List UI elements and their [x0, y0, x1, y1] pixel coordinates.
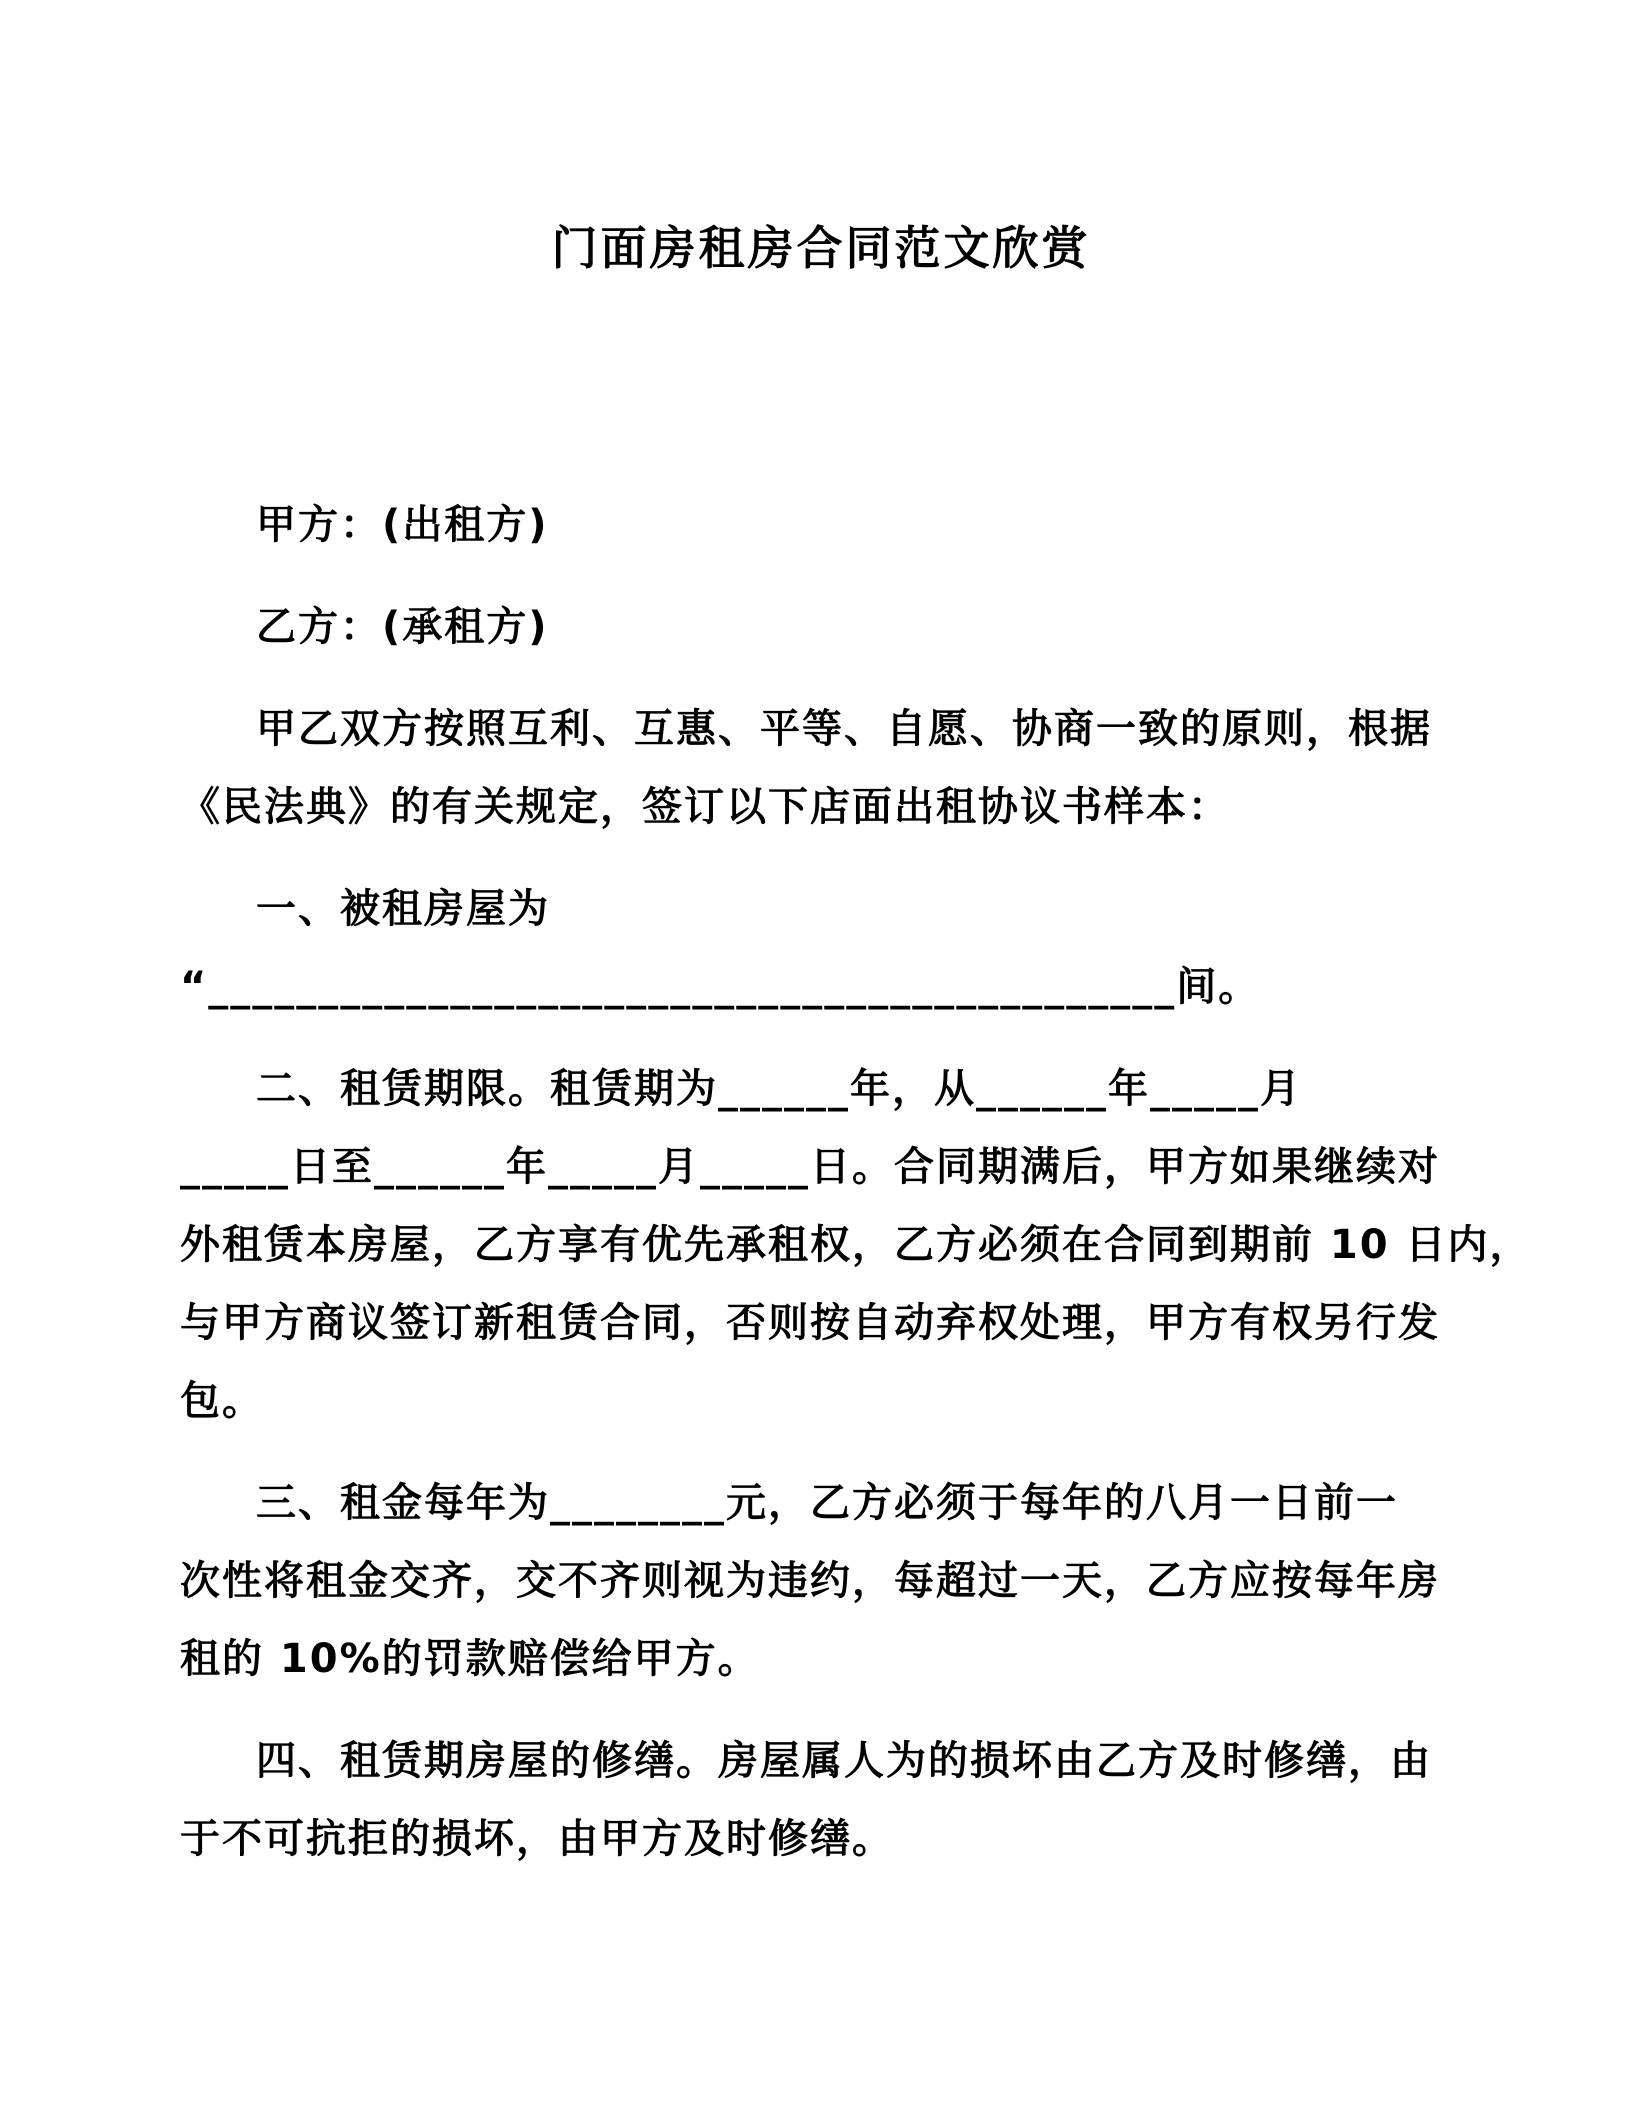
- text-line: 乙方：(承租方): [256, 604, 549, 650]
- paragraph-party-b: [180, 588, 1462, 666]
- paragraph-preamble: [180, 690, 1462, 846]
- text-line: 甲乙双方按照互利、互惠、平等、自愿、协商一致的原则，根据: [256, 706, 1432, 752]
- text-line: 《民法典》的有关规定，签订以下店面出租协议书样本：: [180, 784, 1230, 830]
- paragraph-clause-3: [180, 1464, 1462, 1698]
- paragraph-clause-4: [180, 1722, 1462, 1878]
- paragraph-clause-1: [180, 870, 1462, 1026]
- text-line: 与甲方商议签订新租赁合同，否则按自动弃权处理，甲方有权另行发: [180, 1300, 1440, 1346]
- document-title: 门面房租房合同范文欣赏: [551, 221, 1091, 275]
- text-line: 三、租金每年为________元，乙方必须于每年的八月一日前一: [256, 1480, 1398, 1526]
- text-line: 一、被租房屋为: [256, 886, 550, 932]
- text-line: 包。: [180, 1378, 264, 1424]
- text-line: 甲方：(出租方): [256, 502, 549, 548]
- text-line: 于不可抗拒的损坏，由甲方及时修缮。: [180, 1816, 894, 1862]
- paragraph-clause-2: [180, 1050, 1532, 1440]
- text-line: 二、租赁期限。租赁期为______年，从______年_____月: [256, 1066, 1302, 1112]
- paragraph-party-a: [180, 486, 1462, 564]
- text-line: 外租赁本房屋，乙方享有优先承租权，乙方必须在合同到期前 10 日内，: [180, 1222, 1532, 1268]
- text-line: 次性将租金交齐，交不齐则视为违约，每超过一天，乙方应按每年房: [180, 1558, 1440, 1604]
- text-line: 四、租赁期房屋的修缮。房屋属人为的损坏由乙方及时修缮，由: [256, 1738, 1432, 1784]
- text-line: _____日至______年_____月_____日。合同期满后，甲方如果继续对: [180, 1144, 1440, 1190]
- document-body: [180, 486, 1532, 1878]
- text-line: 租的 10%的罚款赔偿给甲方。: [180, 1636, 760, 1682]
- text-line-blank-fill: “____________________________________________间。: [180, 964, 1261, 1010]
